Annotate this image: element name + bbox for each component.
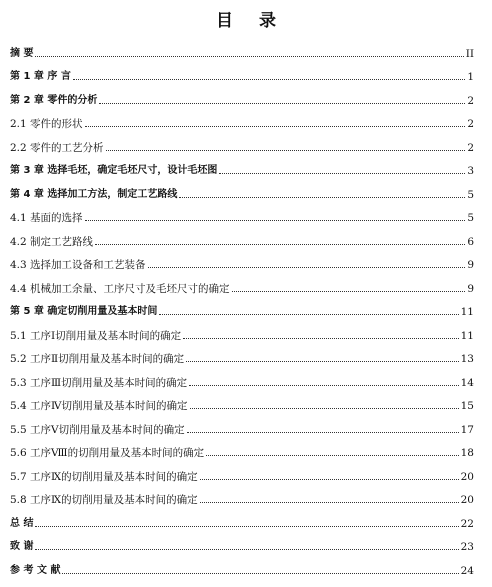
toc-entry-label: 4.1 基面的选择 xyxy=(10,212,83,224)
toc-entry-label: 4.3 选择加工设备和工艺装备 xyxy=(10,259,146,271)
toc-entry-page-number: 2 xyxy=(467,94,474,107)
toc-entry[interactable] xyxy=(10,389,474,413)
toc-entry[interactable] xyxy=(10,553,474,577)
toc-entry-label: 4.2 制定工艺路线 xyxy=(10,235,94,248)
toc-entry-label: 5.6 工序Ⅷ的切削用量及基本时间的确定 xyxy=(10,447,205,459)
toc-entry[interactable] xyxy=(10,60,474,84)
toc-entry[interactable] xyxy=(10,36,474,60)
dot-leader xyxy=(189,385,458,386)
page-title: 目 录 xyxy=(216,11,286,31)
toc-entry-label: 第 2 章 零件的分析 xyxy=(10,94,98,106)
dot-leader xyxy=(148,267,466,268)
dot-leader xyxy=(200,479,459,480)
toc-entry[interactable] xyxy=(10,201,474,225)
toc-entry-label: 5.5 工序Ⅴ切削用量及基本时间的确定 xyxy=(10,423,185,436)
table-of-contents xyxy=(10,36,474,577)
toc-entry[interactable] xyxy=(10,342,474,366)
toc-entry-page-number: 11 xyxy=(460,329,474,342)
toc-entry[interactable] xyxy=(10,318,474,342)
dot-leader xyxy=(62,573,458,574)
dot-leader xyxy=(73,79,465,80)
toc-entry-page-number: 22 xyxy=(460,517,474,530)
toc-entry-page-number: 17 xyxy=(460,423,474,436)
toc-entry-label: 第 1 章 序 言 xyxy=(10,71,71,82)
toc-entry-page-number: 1 xyxy=(467,71,474,83)
toc-entry-page-number: 2 xyxy=(467,141,474,154)
toc-entry[interactable] xyxy=(10,436,474,460)
toc-entry-page-number: 9 xyxy=(467,282,474,295)
toc-entry[interactable] xyxy=(10,412,474,436)
dot-leader xyxy=(35,549,458,550)
dot-leader xyxy=(35,56,463,57)
toc-entry-label: 第 5 章 确定切削用量及基本时间 xyxy=(10,306,158,317)
toc-entry-label: 参 考 文 献 xyxy=(10,564,61,576)
toc-entry-page-number: 5 xyxy=(467,212,474,224)
toc-entry-page-number: 24 xyxy=(460,564,474,577)
toc-entry[interactable] xyxy=(10,83,474,107)
toc-entry-page-number: 18 xyxy=(460,447,474,459)
toc-entry-page-number: II xyxy=(465,47,474,60)
dot-leader xyxy=(99,103,465,104)
toc-entry-page-number: 9 xyxy=(467,259,474,271)
dot-leader xyxy=(190,408,459,409)
dot-leader xyxy=(179,197,465,198)
toc-entry-page-number: 20 xyxy=(460,494,474,506)
toc-entry-label: 5.4 工序Ⅳ切削用量及基本时间的确定 xyxy=(10,400,188,412)
toc-entry-label: 4.4 机械加工余量、工序尺寸及毛坯尺寸的确定 xyxy=(10,282,230,295)
toc-entry-label: 5.2 工序Ⅱ切削用量及基本时间的确定 xyxy=(10,353,185,365)
toc-entry-label: 致 谢 xyxy=(10,541,34,552)
toc-entry-page-number: 23 xyxy=(460,541,474,553)
toc-entry-label: 摘 要 xyxy=(10,47,34,59)
dot-leader xyxy=(232,291,466,292)
toc-entry-page-number: 11 xyxy=(460,306,474,318)
toc-entry-label: 5.8 工序Ⅸ的切削用量及基本时间的确定 xyxy=(10,494,198,506)
toc-entry-label: 5.3 工序Ⅲ切削用量及基本时间的确定 xyxy=(10,376,188,389)
dot-leader xyxy=(159,314,458,315)
toc-entry[interactable] xyxy=(10,365,474,389)
toc-entry-label: 2.1 零件的形状 xyxy=(10,118,83,130)
toc-entry[interactable] xyxy=(10,177,474,201)
toc-entry-page-number: 2 xyxy=(467,118,474,130)
toc-entry[interactable] xyxy=(10,271,474,295)
dot-leader xyxy=(206,455,459,456)
dot-leader xyxy=(35,526,458,527)
toc-entry-label: 5.7 工序Ⅸ的切削用量及基本时间的确定 xyxy=(10,470,198,483)
toc-entry[interactable] xyxy=(10,248,474,272)
dot-leader xyxy=(85,126,466,127)
toc-entry-page-number: 14 xyxy=(460,376,474,389)
toc-entry-label: 第 4 章 选择加工方法，制定工艺路线 xyxy=(10,188,178,200)
toc-entry-page-number: 20 xyxy=(460,470,474,483)
toc-entry-page-number: 5 xyxy=(467,188,474,201)
dot-leader xyxy=(219,173,465,174)
toc-entry[interactable] xyxy=(10,130,474,154)
toc-entry[interactable] xyxy=(10,154,474,178)
toc-entry-page-number: 13 xyxy=(460,353,474,365)
toc-entry[interactable] xyxy=(10,295,474,319)
toc-entry-label: 5.1 工序Ⅰ切削用量及基本时间的确定 xyxy=(10,329,182,342)
toc-entry[interactable] xyxy=(10,506,474,530)
toc-entry-label: 总 结 xyxy=(10,517,34,529)
dot-leader xyxy=(200,502,459,503)
toc-entry[interactable] xyxy=(10,459,474,483)
dot-leader xyxy=(183,338,458,339)
toc-entry-page-number: 6 xyxy=(467,235,474,248)
dot-leader xyxy=(85,220,466,221)
toc-entry-label: 2.2 零件的工艺分析 xyxy=(10,141,104,154)
toc-entry[interactable] xyxy=(10,530,474,554)
toc-entry[interactable] xyxy=(10,483,474,507)
dot-leader xyxy=(187,432,459,433)
toc-entry[interactable] xyxy=(10,107,474,131)
toc-entry-page-number: 15 xyxy=(460,400,474,412)
toc-entry[interactable] xyxy=(10,224,474,248)
toc-entry-label: 第 3 章 选择毛坯，确定毛坯尺寸，设计毛坯图 xyxy=(10,165,218,176)
dot-leader xyxy=(95,244,465,245)
toc-entry-page-number: 3 xyxy=(467,165,474,177)
dot-leader xyxy=(106,150,466,151)
dot-leader xyxy=(186,361,458,362)
